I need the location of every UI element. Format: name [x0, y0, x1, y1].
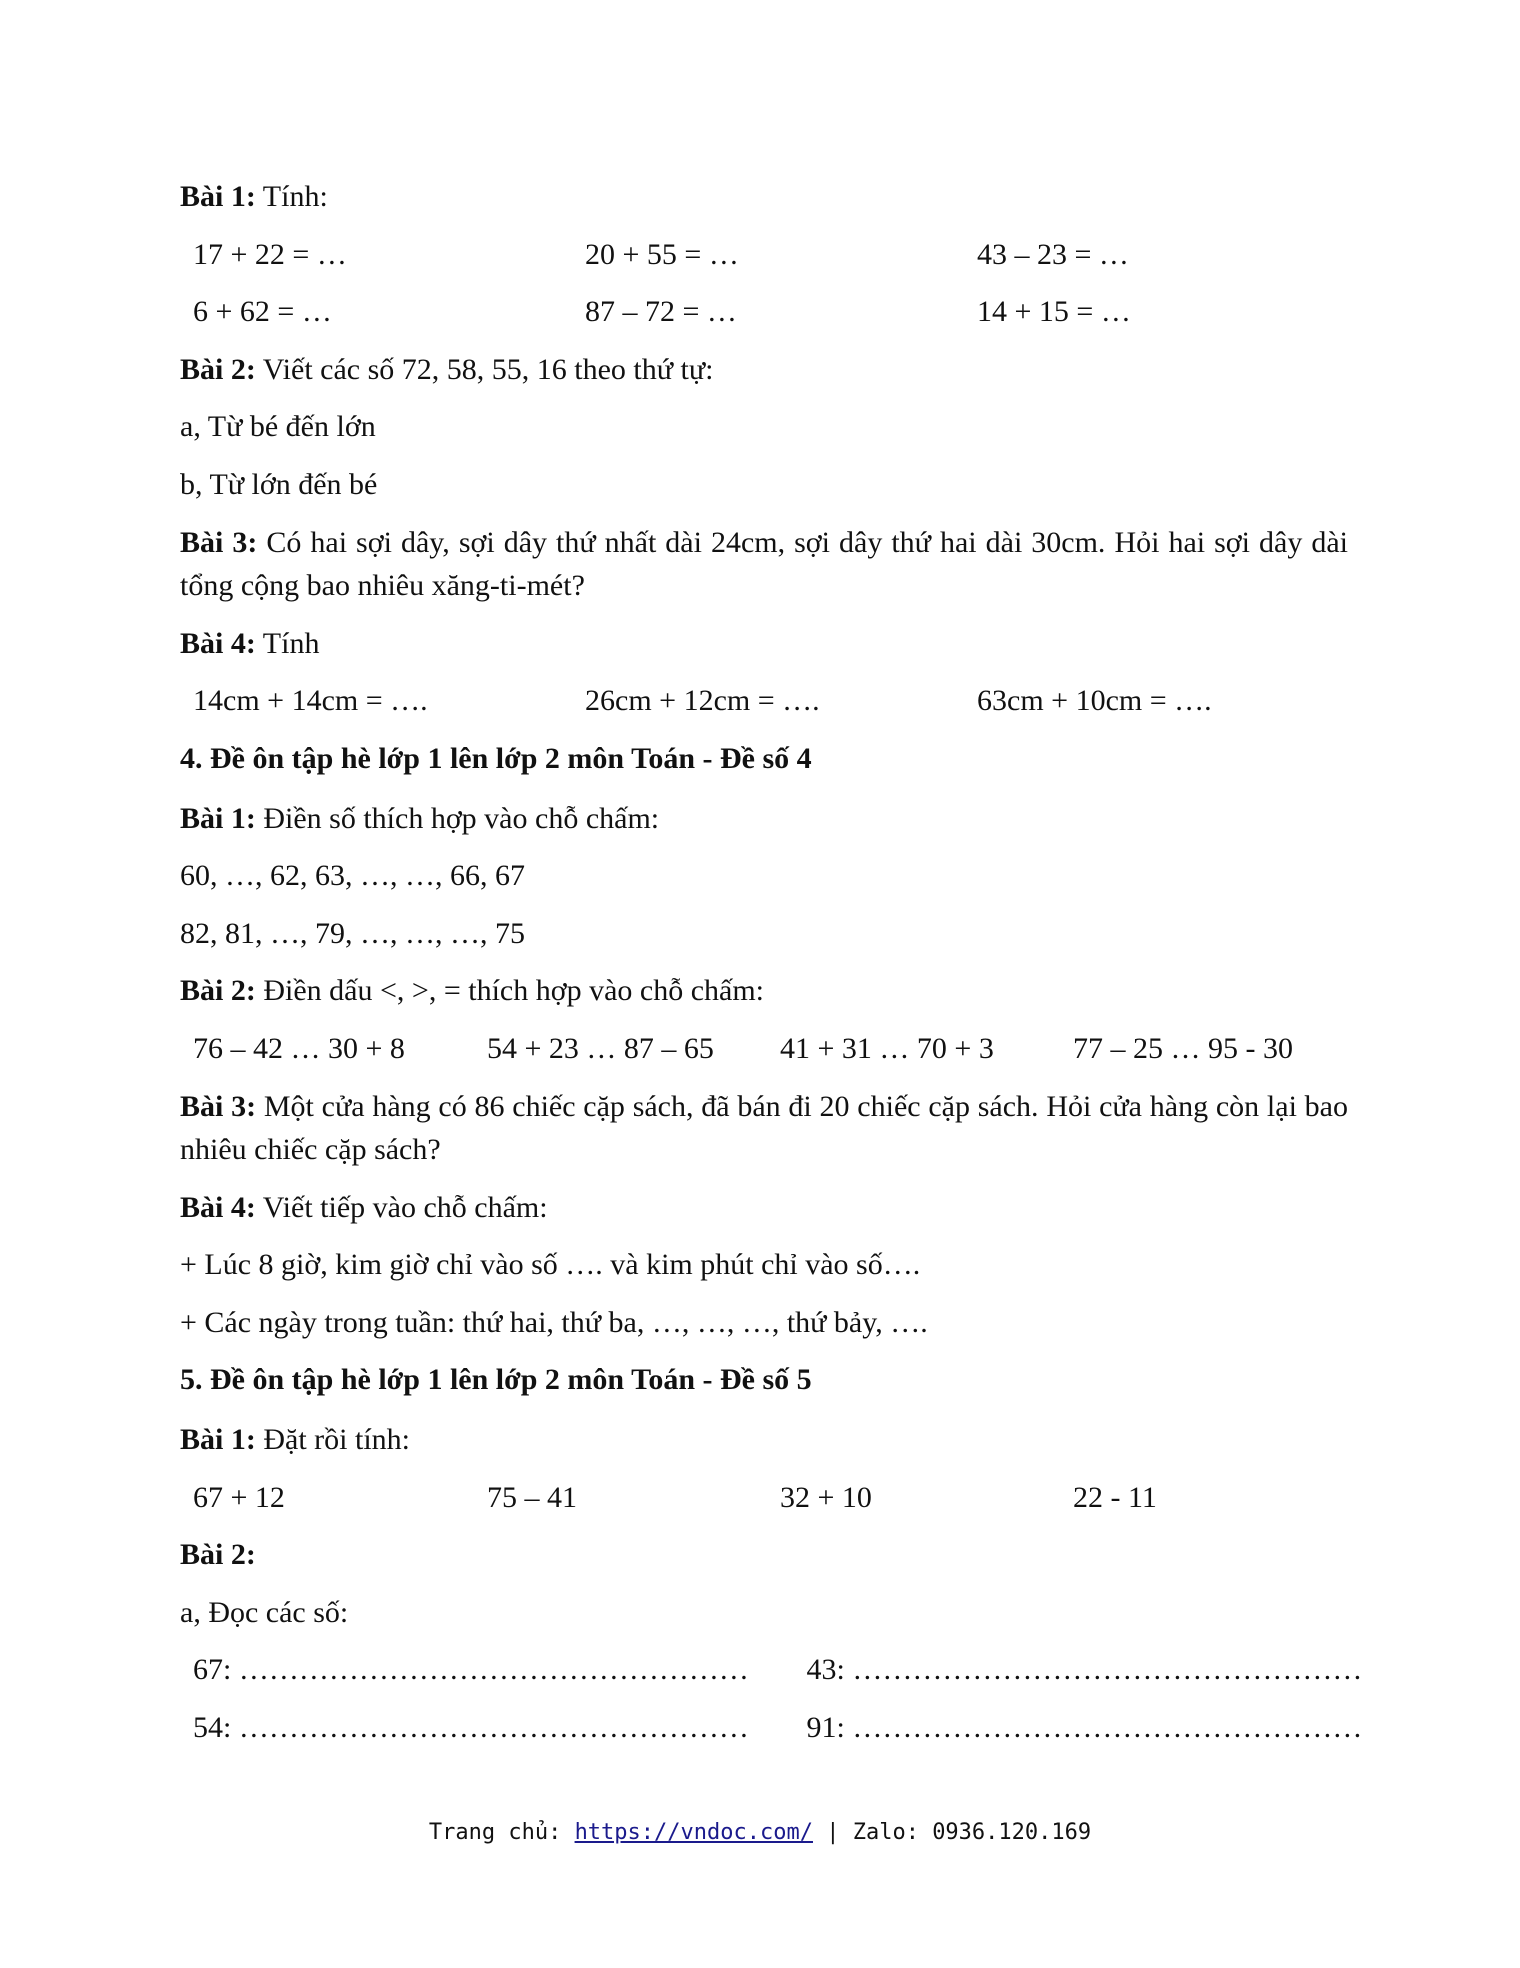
read-number-item: 43: …………………………………………… [806, 1653, 1363, 1686]
exercise-1-title: Bài 1: Đặt rồi tính: [180, 1423, 410, 1456]
calc-item: 75 – 41 [487, 1480, 577, 1514]
exercise-1-title: Bài 1: Điền số thích hợp vào chỗ chấm: [180, 801, 660, 835]
read-number-item: 54: …………………………………………… [193, 1710, 749, 1744]
exercise-2-title: Bài 2: Điền dấu <, >, = thích hợp vào chỗ chấm: [180, 974, 765, 1007]
calc-item: 17 + 22 = … [193, 237, 347, 271]
read-number-row [193, 1707, 1420, 1749]
fill-in-line: + Lúc 8 giờ, kim giờ chỉ vào số …. và kim phút chỉ vào số…. [180, 1248, 921, 1281]
calc-item: 32 + 10 [780, 1480, 872, 1514]
calc-item: 14 + 15 = … [977, 295, 1131, 328]
calc-item: 67 + 12 [193, 1480, 285, 1514]
exercise-2-title: Bài 2: Viết các số 72, 58, 55, 16 theo thứ tự: [180, 352, 714, 386]
exercise-3-text: Bài 3: Một cửa hàng có 86 chiếc cặp sách, đã bán đi 20 chiếc cặp sách. Hỏi cửa hàng còn lại bao nhiêu chiếc cặp sách? [180, 1090, 1348, 1166]
compare-item: 76 – 42 … 30 + 8 [193, 1031, 405, 1065]
calc-item: 63cm + 10cm = …. [977, 684, 1212, 717]
calc-row [193, 680, 1420, 722]
compare-row [193, 1028, 1420, 1070]
section-heading-de-5: 5. Đề ôn tập hè lớp 1 lên lớp 2 môn Toán - Đề số 5 [180, 1363, 812, 1396]
document-body [180, 176, 1420, 1764]
exercise-4-title: Bài 4: Viết tiếp vào chỗ chấm: [180, 1190, 548, 1224]
calc-item: 26cm + 12cm = …. [585, 684, 820, 717]
home-link[interactable]: https://vndoc.com/ [574, 1820, 813, 1845]
calc-item: 22 - 11 [1073, 1480, 1157, 1514]
calc-item: 43 – 23 = … [977, 237, 1129, 271]
compare-item: 77 – 25 … 95 - 30 [1073, 1031, 1293, 1065]
calc-row [193, 291, 1420, 333]
number-sequence: 82, 81, …, 79, …, …, …, 75 [180, 916, 525, 950]
exercise-2-part-a: a, Từ bé đến lớn [180, 410, 376, 443]
exercise-2-part-b: b, Từ lớn đến bé [180, 467, 378, 501]
calc-item: 20 + 55 = … [585, 237, 739, 271]
calc-row [193, 234, 1420, 276]
read-number-item: 91: …………………………………………… [806, 1710, 1363, 1744]
exercise-1-title: Bài 1: Tính: [180, 180, 328, 213]
exercise-2-part-a: a, Đọc các số: [180, 1595, 349, 1629]
compare-item: 54 + 23 … 87 – 65 [487, 1031, 714, 1065]
exercise-4-title: Bài 4: Tính [180, 626, 320, 660]
footer-contact: | Zalo: 0936.120.169 [812, 1820, 1092, 1845]
section-heading-de-4: 4. Đề ôn tập hè lớp 1 lên lớp 2 môn Toán - Đề số 4 [180, 741, 812, 775]
calc-row [193, 1477, 1420, 1519]
calc-item: 14cm + 14cm = …. [193, 684, 428, 717]
exercise-3-text: Bài 3: Có hai sợi dây, sợi dây thứ nhất dài 24cm, sợi dây thứ hai dài 30cm. Hỏi hai sợi dây dài tổng cộng bao nhiêu xăng-ti-mét? [180, 526, 1348, 602]
number-sequence: 60, …, 62, 63, …, …, 66, 67 [180, 859, 525, 892]
footer-prefix: Trang chủ: [428, 1820, 575, 1845]
page-footer [0, 1820, 1520, 1845]
calc-item: 87 – 72 = … [585, 295, 737, 328]
compare-item: 41 + 31 … 70 + 3 [780, 1031, 994, 1065]
read-number-item: 67: …………………………………………… [193, 1653, 749, 1686]
read-number-row [193, 1649, 1420, 1691]
fill-in-line: + Các ngày trong tuần: thứ hai, thứ ba, …, …, …, thứ bảy, …. [180, 1305, 928, 1339]
exercise-2-title: Bài 2: [180, 1538, 256, 1571]
calc-item: 6 + 62 = … [193, 295, 332, 328]
